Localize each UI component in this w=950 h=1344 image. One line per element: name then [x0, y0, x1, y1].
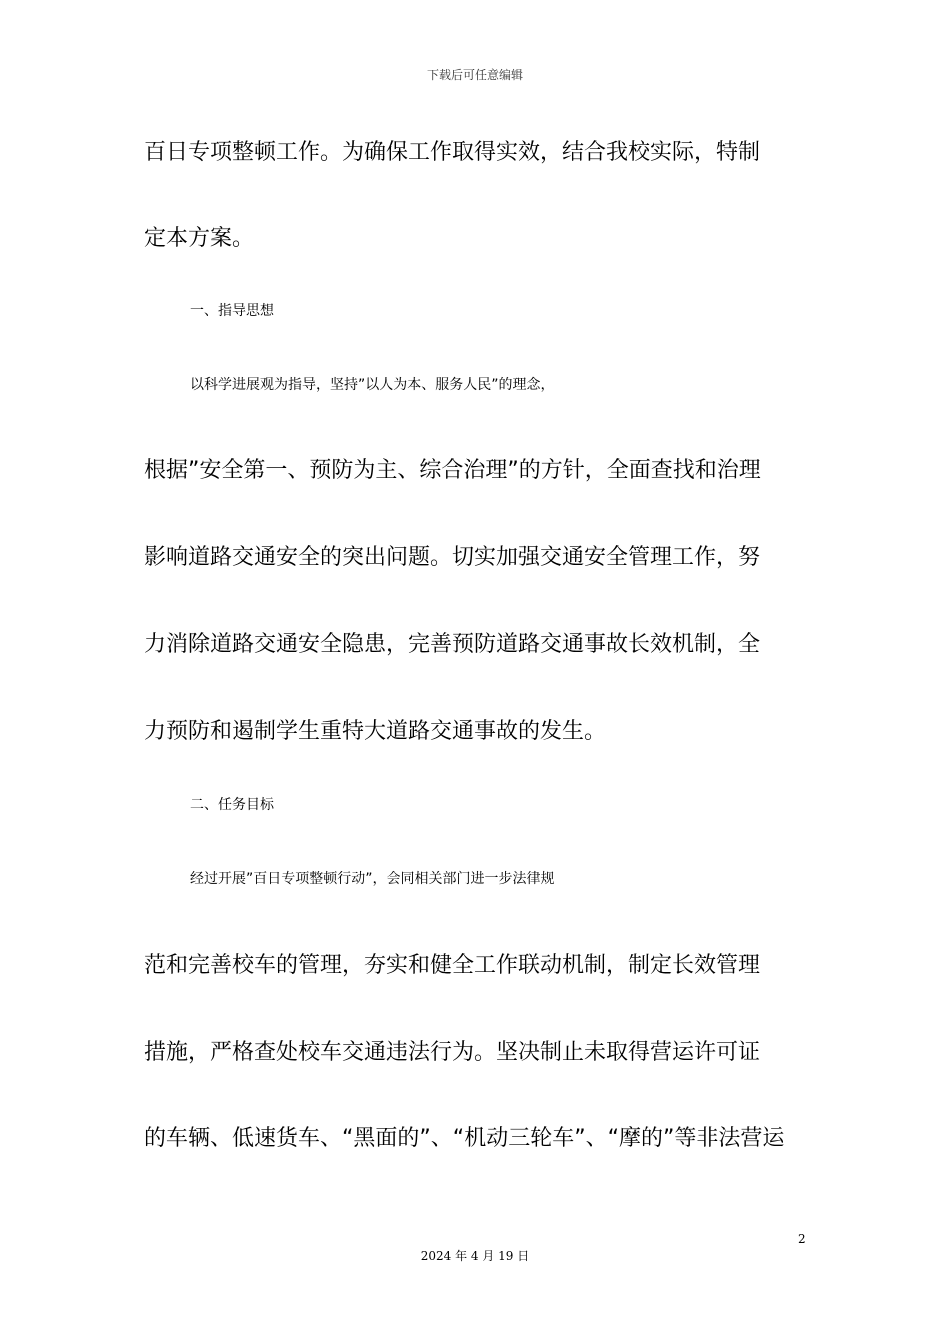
body-line: 范和完善校车的管理，夯实和健全工作联动机制，制定长效管理	[144, 953, 761, 978]
section-heading: 二、任务目标	[190, 797, 274, 813]
body-line: 影响道路交通安全的突出问题。切实加强交通安全管理工作，努	[144, 545, 761, 570]
body-line: 经过开展”百日专项整顿行动”，会同相关部门进一步法律规	[190, 871, 555, 887]
page-number: 2	[798, 1232, 806, 1246]
body-line: 根据”安全第一、预防为主、综合治理”的方针，全面查找和治理	[144, 458, 761, 483]
footer-date: 2024 年 4 月 19 日	[420, 1249, 530, 1263]
section-heading: 一、指导思想	[190, 303, 274, 319]
body-line: 以科学进展观为指导，坚持”以人为本、服务人民”的理念，	[190, 377, 555, 393]
body-line: 定本方案。	[144, 226, 255, 251]
body-line: 的车辆、低速货车、“黑面的”、“机动三轮车”、“摩的”等非法营运	[144, 1126, 785, 1151]
body-line: 百日专项整顿工作。为确保工作取得实效，结合我校实际，特制	[144, 140, 761, 165]
body-line: 力消除道路交通安全隐患，完善预防道路交通事故长效机制，全	[144, 632, 761, 657]
page-header: 下载后可任意编辑	[426, 68, 523, 82]
body-line: 力预防和遏制学生重特大道路交通事故的发生。	[144, 719, 607, 744]
body-line: 措施，严格查处校车交通违法行为。坚决制止未取得营运许可证	[144, 1040, 761, 1065]
